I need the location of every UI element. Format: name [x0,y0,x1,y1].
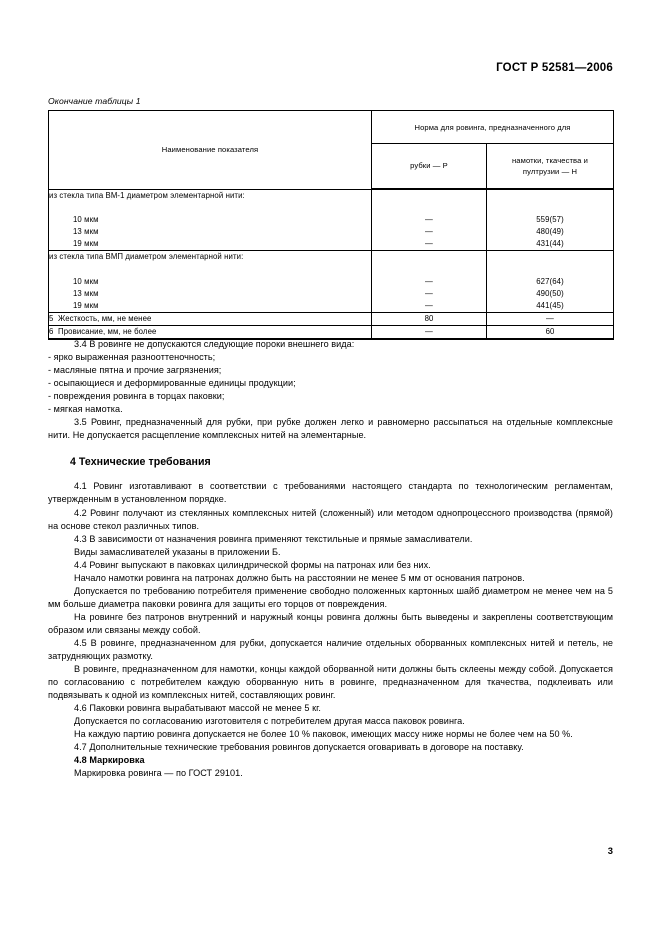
group-label-vm1: из стекла типа ВМ-1 диаметром элементарной нити: [49,190,245,200]
clause-4-6-note-2: На каждую партию ровинга допускается не более 10 % паковок, имеющих массу ниже нормы не более чем на 50 %. [74,729,573,740]
clause-4-3: 4.3 В зависимости от назначения ровинга применяют текстильные и прямые замасливатели. [74,533,473,544]
column-header-sub-h [487,144,614,190]
clause-4-4-note-1: Начало намотки ровинга на патронах должно быть на расстоянии не менее 5 мм от основания патронов. [74,572,525,583]
row-label-cell [49,251,372,312]
group-label-vmp: из стекла типа ВМП диаметром элементарной нити: [49,252,244,262]
clause-4-4-note-3: На ровинге без патронов внутренний и наружный концы ровинга должны быть выведены и закреплены соответствующим образом или связаны между собой. [48,611,613,635]
row-label-6: Провисание, мм, не более [58,326,157,336]
row-value-h-6: 60 [487,325,614,339]
clause-4-7: 4.7 Дополнительные технические требования ровингов допускается оговаривать в договоре на поставку. [74,742,524,753]
table-caption: Окончание таблицы 1 [48,96,141,106]
clause-3-5: 3.5 Ровинг, предназначенный для рубки, при рубке должен легко и равномерно рассыпаться на отдельные комплексные нити. Не допускается расщепление комплексных нитей на элементарные. [48,417,613,441]
table-row [49,251,614,312]
page-number: 3 [607,845,613,856]
clause-4-3-note: Виды замасливателей указаны в приложении Б. [74,546,281,557]
clause-4-5-note: В ровинге, предназначенном для намотки, концы каждой оборванной нити должны быть склеены между собой. Допускается по согласованию с потребителем каждую оборванную нить в ровинге, предназначенном для ткачества, подклеивать или подвязывать к одной из комплексных нитей, составляющих ровинг. [48,664,613,701]
row-value-p-cell [372,251,487,312]
column-header-sub-h-line1: намотки, ткачества и [512,155,588,165]
clause-4-8-text: Маркировка ровинга — по ГОСТ 29101. [74,768,243,779]
table-row [49,189,614,251]
body-text [48,338,613,781]
value-p-vm1-13: — [425,227,433,237]
item-label-vm1-19: 19 мкм [73,239,99,249]
value-h-vm1-13: 480(49) [536,227,564,237]
value-h-vmp-19: 441(45) [536,300,564,310]
item-label-vmp-19: 19 мкм [73,300,99,310]
running-header [48,62,613,74]
clause-3-4-bullet-5: - мягкая намотка. [48,404,123,415]
section-heading-4: 4 Технические требования [70,456,211,469]
row-value-h-cell [487,189,614,251]
row-value-h-5: — [487,312,614,325]
value-h-vmp-10: 627(64) [536,276,564,286]
row-index-5: 5 [49,313,54,323]
row-value-h-cell [487,251,614,312]
value-p-vmp-13: — [425,288,433,298]
clause-4-6-note-1: Допускается по согласованию изготовителя с потребителем другая масса паковок ровинга. [74,716,465,727]
column-header-sub-h-line2: пултрузии — Н [522,167,578,176]
value-h-vm1-19: 431(44) [536,239,564,249]
row-value-p-cell [372,189,487,251]
row-label-5: Жесткость, мм, не менее [58,313,152,323]
specification-table-wrapper [48,110,613,340]
item-label-vm1-13: 13 мкм [73,226,99,236]
column-header-sub-p: рубки — Р [372,144,487,190]
row-label-cell [49,325,372,339]
column-header-name: Наименование показателя [49,111,372,190]
clause-3-4-bullet-2: - масляные пятна и прочие загрязнения; [48,365,222,376]
item-label-vmp-13: 13 мкм [73,288,99,298]
row-value-p-5: 80 [372,312,487,325]
clause-4-2: 4.2 Ровинг получают из стеклянных комплексных нитей (сложенный) или методом однопроцессного производства (прямой) на основе стекол различных типов. [48,507,613,531]
specification-table [48,110,614,340]
table-row [49,325,614,339]
value-p-vm1-10: — [425,215,433,225]
clause-3-4-bullet-4: - повреждения ровинга в торцах паковки; [48,391,225,402]
clause-4-5: 4.5 В ровинге, предназначенном для рубки, допускается наличие отдельных оборванных комплексных нитей и петель, не затрудняющих размотку. [48,637,613,662]
table-body [49,189,614,339]
item-label-vmp-10: 10 мкм [73,276,99,286]
row-index-6: 6 [49,326,54,336]
table-head [49,111,614,190]
clause-4-1: 4.1 Ровинг изготавливают в соответствии с требованиями настоящего стандарта по технологическим регламентам, утвержденным в установленном порядке. [48,481,613,505]
clause-4-6: 4.6 Паковки ровинга вырабатывают массой не менее 5 кг. [74,703,321,714]
value-h-vmp-13: 490(50) [536,288,564,298]
table-row [49,312,614,325]
item-label-vm1-10: 10 мкм [73,214,99,224]
value-h-vm1-10: 559(57) [536,215,564,225]
value-p-vm1-19: — [425,239,433,249]
clause-4-8-heading: 4.8 Маркировка [74,755,145,766]
clause-4-4-note-2: Допускается по требованию потребителя применение свободно положенных картонных шайб диаметром не менее чем на 5 мм больше диаметра паковки ровинга для защиты его торцов от повреждения. [48,585,613,609]
value-p-vmp-19: — [425,300,433,310]
value-p-vmp-10: — [425,276,433,286]
clause-4-4: 4.4 Ровинг выпускают в паковках цилиндрической формы на патронах или без них. [74,559,431,570]
column-header-group: Норма для ровинга, предназначенного для [372,111,614,144]
standard-id: ГОСТ Р 52581—2006 [496,62,613,74]
clause-3-4-bullet-1: - ярко выраженная разнооттеночность; [48,352,216,363]
row-value-p-6: — [372,325,487,339]
row-label-cell [49,312,372,325]
row-label-cell [49,189,372,251]
clause-3-4: 3.4 В ровинге не допускаются следующие пороки внешнего вида: [74,339,355,349]
clause-3-4-bullet-3: - осыпающиеся и деформированные единицы продукции; [48,378,296,389]
